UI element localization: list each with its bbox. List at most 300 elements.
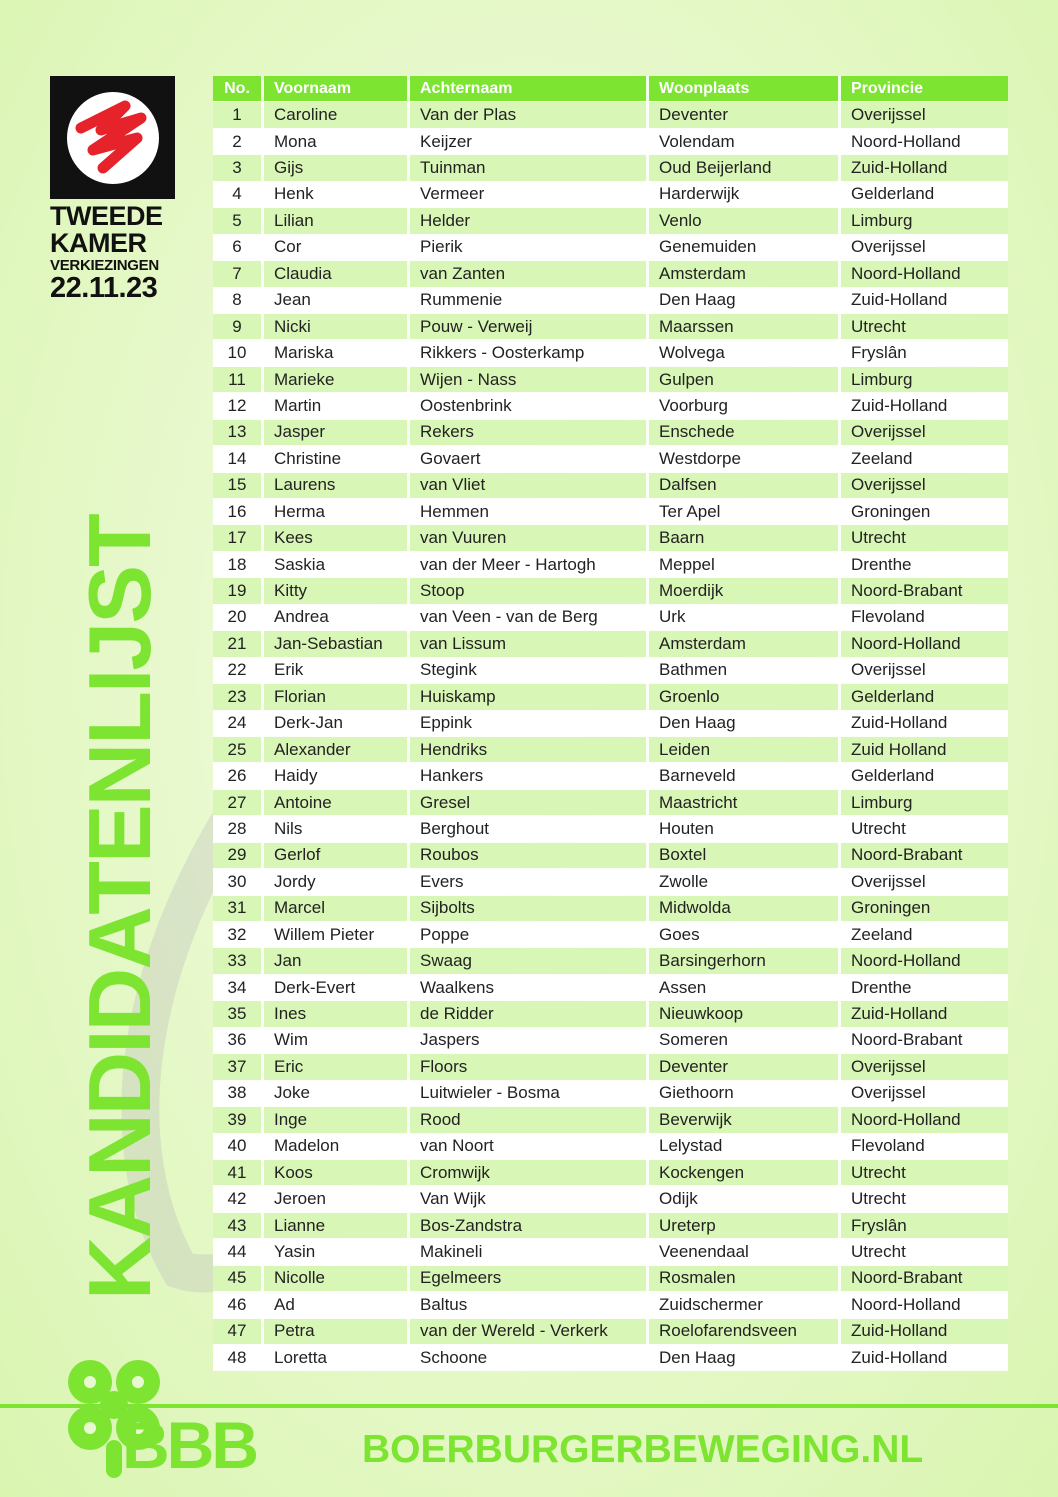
cell-no: 28 — [213, 816, 264, 841]
cell-no: 31 — [213, 896, 264, 921]
cell-no: 16 — [213, 499, 264, 524]
table-row — [213, 208, 1008, 234]
cell-voornaam: Loretta — [264, 1345, 410, 1370]
cell-woonplaats: Odijk — [649, 1186, 841, 1211]
cell-achternaam: van Lissum — [410, 631, 649, 656]
cell-provincie: Overijssel — [841, 869, 1008, 894]
cell-achternaam: Helder — [410, 208, 649, 233]
cell-woonplaats: Leiden — [649, 737, 841, 762]
cell-achternaam: Hemmen — [410, 499, 649, 524]
cell-provincie: Noord-Holland — [841, 261, 1008, 286]
cell-achternaam: Sijbolts — [410, 896, 649, 921]
cell-achternaam: Cromwijk — [410, 1160, 649, 1185]
cell-provincie: Noord-Holland — [841, 631, 1008, 656]
cell-no: 30 — [213, 869, 264, 894]
cell-achternaam: Rummenie — [410, 288, 649, 313]
cell-woonplaats: Genemuiden — [649, 235, 841, 260]
cell-voornaam: Saskia — [264, 552, 410, 577]
cell-achternaam: Evers — [410, 869, 649, 894]
cell-no: 1 — [213, 102, 264, 127]
cell-achternaam: Rood — [410, 1107, 649, 1132]
cell-voornaam: Alexander — [264, 737, 410, 762]
cell-woonplaats: Harderwijk — [649, 182, 841, 207]
cell-voornaam: Ad — [264, 1292, 410, 1317]
cell-voornaam: Jan-Sebastian — [264, 631, 410, 656]
table-row — [213, 1186, 1008, 1212]
cell-achternaam: Keijzer — [410, 129, 649, 154]
cell-achternaam: Swaag — [410, 948, 649, 973]
cell-voornaam: Ines — [264, 1001, 410, 1026]
cell-achternaam: van Zanten — [410, 261, 649, 286]
cell-no: 40 — [213, 1134, 264, 1159]
cell-voornaam: Kees — [264, 525, 410, 550]
cell-woonplaats: Amsterdam — [649, 261, 841, 286]
table-row — [213, 1001, 1008, 1027]
cell-no: 34 — [213, 975, 264, 1000]
table-row — [213, 737, 1008, 763]
cell-achternaam: Oostenbrink — [410, 393, 649, 418]
cell-no: 14 — [213, 446, 264, 471]
cell-voornaam: Nicolle — [264, 1266, 410, 1291]
table-row — [213, 1239, 1008, 1265]
cell-voornaam: Haidy — [264, 763, 410, 788]
table-row — [213, 182, 1008, 208]
cell-voornaam: Andrea — [264, 605, 410, 630]
table-row — [213, 711, 1008, 737]
cell-woonplaats: Nieuwkoop — [649, 1001, 841, 1026]
table-row — [213, 658, 1008, 684]
cell-woonplaats: Someren — [649, 1028, 841, 1053]
cell-voornaam: Jean — [264, 288, 410, 313]
cell-woonplaats: Gulpen — [649, 367, 841, 392]
table-row — [213, 1028, 1008, 1054]
cell-woonplaats: Lelystad — [649, 1134, 841, 1159]
cell-provincie: Zuid-Holland — [841, 288, 1008, 313]
cell-achternaam: Pierik — [410, 235, 649, 260]
table-row — [213, 155, 1008, 181]
cell-achternaam: van Vliet — [410, 473, 649, 498]
cell-provincie: Fryslân — [841, 340, 1008, 365]
cell-woonplaats: Oud Beijerland — [649, 155, 841, 180]
table-row — [213, 763, 1008, 789]
table-row — [213, 288, 1008, 314]
cell-no: 8 — [213, 288, 264, 313]
cell-woonplaats: Enschede — [649, 420, 841, 445]
election-title-line2: KAMER — [50, 228, 147, 258]
cell-voornaam: Madelon — [264, 1134, 410, 1159]
cell-woonplaats: Urk — [649, 605, 841, 630]
cell-no: 42 — [213, 1186, 264, 1211]
cell-achternaam: van Veen - van de Berg — [410, 605, 649, 630]
cell-achternaam: Vermeer — [410, 182, 649, 207]
table-row — [213, 922, 1008, 948]
cell-provincie: Utrecht — [841, 1160, 1008, 1185]
header-provincie: Provincie — [841, 76, 1008, 101]
cell-woonplaats: Bathmen — [649, 658, 841, 683]
table-row — [213, 1107, 1008, 1133]
cell-achternaam: Schoone — [410, 1345, 649, 1370]
cell-woonplaats: Amsterdam — [649, 631, 841, 656]
cell-provincie: Zeeland — [841, 446, 1008, 471]
cell-voornaam: Lilian — [264, 208, 410, 233]
cell-achternaam: Stoop — [410, 578, 649, 603]
table-row — [213, 605, 1008, 631]
election-title — [50, 203, 176, 303]
table-row — [213, 340, 1008, 366]
cell-no: 5 — [213, 208, 264, 233]
header-achternaam: Achternaam — [410, 76, 649, 101]
cell-woonplaats: Maarssen — [649, 314, 841, 339]
cell-provincie: Drenthe — [841, 975, 1008, 1000]
table-row — [213, 261, 1008, 287]
cell-achternaam: Poppe — [410, 922, 649, 947]
cell-provincie: Zuid-Holland — [841, 393, 1008, 418]
cell-voornaam: Caroline — [264, 102, 410, 127]
cell-provincie: Overijssel — [841, 1081, 1008, 1106]
cell-provincie: Overijssel — [841, 473, 1008, 498]
table-row — [213, 869, 1008, 895]
cell-achternaam: Luitwieler - Bosma — [410, 1081, 649, 1106]
cell-voornaam: Willem Pieter — [264, 922, 410, 947]
cell-voornaam: Martin — [264, 393, 410, 418]
cell-woonplaats: Zwolle — [649, 869, 841, 894]
table-row — [213, 1134, 1008, 1160]
cell-voornaam: Florian — [264, 684, 410, 709]
cell-provincie: Fryslân — [841, 1213, 1008, 1238]
cell-provincie: Overijssel — [841, 235, 1008, 260]
table-row — [213, 446, 1008, 472]
cell-achternaam: Bos-Zandstra — [410, 1213, 649, 1238]
cell-achternaam: Jaspers — [410, 1028, 649, 1053]
cell-no: 47 — [213, 1319, 264, 1344]
table-row — [213, 129, 1008, 155]
cell-woonplaats: Voorburg — [649, 393, 841, 418]
cell-woonplaats: Wolvega — [649, 340, 841, 365]
cell-achternaam: Hankers — [410, 763, 649, 788]
cell-provincie: Overijssel — [841, 658, 1008, 683]
cell-voornaam: Cor — [264, 235, 410, 260]
cell-woonplaats: Ter Apel — [649, 499, 841, 524]
bbb-brand: BBB — [122, 1408, 256, 1482]
table-row — [213, 1345, 1008, 1371]
cell-provincie: Utrecht — [841, 314, 1008, 339]
cell-woonplaats: Dalfsen — [649, 473, 841, 498]
website-url: BOERBURGERBEWEGING.NL — [362, 1428, 924, 1471]
table-row — [213, 1081, 1008, 1107]
table-row — [213, 525, 1008, 551]
cell-achternaam: Rikkers - Oosterkamp — [410, 340, 649, 365]
cell-woonplaats: Deventer — [649, 1054, 841, 1079]
cell-provincie: Gelderland — [841, 684, 1008, 709]
cell-woonplaats: Westdorpe — [649, 446, 841, 471]
cell-woonplaats: Volendam — [649, 129, 841, 154]
cell-no: 43 — [213, 1213, 264, 1238]
cell-provincie: Limburg — [841, 790, 1008, 815]
cell-no: 11 — [213, 367, 264, 392]
cell-woonplaats: Kockengen — [649, 1160, 841, 1185]
cell-woonplaats: Midwolda — [649, 896, 841, 921]
cell-provincie: Zuid-Holland — [841, 1001, 1008, 1026]
table-row — [213, 393, 1008, 419]
cell-no: 7 — [213, 261, 264, 286]
cell-voornaam: Jeroen — [264, 1186, 410, 1211]
cell-achternaam: Wijen - Nass — [410, 367, 649, 392]
cell-woonplaats: Rosmalen — [649, 1266, 841, 1291]
cell-provincie: Limburg — [841, 208, 1008, 233]
cell-voornaam: Gerlof — [264, 843, 410, 868]
table-row — [213, 631, 1008, 657]
cell-provincie: Groningen — [841, 499, 1008, 524]
election-title-line3: VERKIEZINGEN — [50, 257, 159, 274]
election-logo — [50, 76, 175, 199]
cell-no: 6 — [213, 235, 264, 260]
cell-woonplaats: Meppel — [649, 552, 841, 577]
cell-voornaam: Petra — [264, 1319, 410, 1344]
cell-provincie: Noord-Brabant — [841, 1028, 1008, 1053]
candidate-table — [213, 76, 1008, 1371]
cell-achternaam: Huiskamp — [410, 684, 649, 709]
table-row — [213, 235, 1008, 261]
cell-voornaam: Derk-Evert — [264, 975, 410, 1000]
cell-provincie: Flevoland — [841, 1134, 1008, 1159]
cell-voornaam: Laurens — [264, 473, 410, 498]
cell-no: 32 — [213, 922, 264, 947]
cell-voornaam: Eric — [264, 1054, 410, 1079]
cell-provincie: Noord-Brabant — [841, 1266, 1008, 1291]
cell-provincie: Overijssel — [841, 420, 1008, 445]
header-woonplaats: Woonplaats — [649, 76, 841, 101]
cell-no: 48 — [213, 1345, 264, 1370]
cell-woonplaats: Maastricht — [649, 790, 841, 815]
cell-provincie: Noord-Brabant — [841, 843, 1008, 868]
cell-woonplaats: Ureterp — [649, 1213, 841, 1238]
cell-provincie: Noord-Holland — [841, 1292, 1008, 1317]
table-row — [213, 790, 1008, 816]
cell-provincie: Zuid Holland — [841, 737, 1008, 762]
cell-voornaam: Marieke — [264, 367, 410, 392]
table-row — [213, 843, 1008, 869]
cell-woonplaats: Barsingerhorn — [649, 948, 841, 973]
cell-woonplaats: Giethoorn — [649, 1081, 841, 1106]
cell-provincie: Noord-Holland — [841, 1107, 1008, 1132]
cell-no: 27 — [213, 790, 264, 815]
election-date: 22.11.23 — [50, 272, 158, 304]
cell-provincie: Overijssel — [841, 1054, 1008, 1079]
header-voornaam: Voornaam — [264, 76, 410, 101]
cell-no: 22 — [213, 658, 264, 683]
cell-achternaam: Roubos — [410, 843, 649, 868]
cell-no: 13 — [213, 420, 264, 445]
cell-no: 46 — [213, 1292, 264, 1317]
cell-no: 9 — [213, 314, 264, 339]
cell-achternaam: Baltus — [410, 1292, 649, 1317]
cell-voornaam: Kitty — [264, 578, 410, 603]
cell-voornaam: Yasin — [264, 1239, 410, 1264]
cell-no: 3 — [213, 155, 264, 180]
table-row — [213, 314, 1008, 340]
cell-voornaam: Nils — [264, 816, 410, 841]
cell-no: 12 — [213, 393, 264, 418]
cell-achternaam: Van Wijk — [410, 1186, 649, 1211]
table-row — [213, 1319, 1008, 1345]
cell-no: 41 — [213, 1160, 264, 1185]
cell-no: 20 — [213, 605, 264, 630]
cell-provincie: Zuid-Holland — [841, 1345, 1008, 1370]
cell-voornaam: Nicki — [264, 314, 410, 339]
table-row — [213, 1054, 1008, 1080]
cell-woonplaats: Boxtel — [649, 843, 841, 868]
table-row — [213, 975, 1008, 1001]
table-row — [213, 473, 1008, 499]
table-row — [213, 367, 1008, 393]
table-row — [213, 1292, 1008, 1318]
election-title-line1: TWEEDE — [50, 201, 163, 231]
cell-voornaam: Herma — [264, 499, 410, 524]
cell-woonplaats: Groenlo — [649, 684, 841, 709]
cell-woonplaats: Assen — [649, 975, 841, 1000]
cell-voornaam: Gijs — [264, 155, 410, 180]
cell-no: 44 — [213, 1239, 264, 1264]
cell-achternaam: van der Meer - Hartogh — [410, 552, 649, 577]
table-row — [213, 896, 1008, 922]
cell-achternaam: van Vuuren — [410, 525, 649, 550]
table-row — [213, 1160, 1008, 1186]
cell-woonplaats: Goes — [649, 922, 841, 947]
cell-no: 39 — [213, 1107, 264, 1132]
cell-voornaam: Inge — [264, 1107, 410, 1132]
cell-woonplaats: Deventer — [649, 102, 841, 127]
cell-no: 45 — [213, 1266, 264, 1291]
cell-provincie: Noord-Holland — [841, 948, 1008, 973]
cell-no: 24 — [213, 711, 264, 736]
cell-woonplaats: Veenendaal — [649, 1239, 841, 1264]
cell-provincie: Gelderland — [841, 182, 1008, 207]
cell-voornaam: Joke — [264, 1081, 410, 1106]
cell-voornaam: Mariska — [264, 340, 410, 365]
cell-provincie: Gelderland — [841, 763, 1008, 788]
cell-provincie: Zuid-Holland — [841, 1319, 1008, 1344]
cell-voornaam: Henk — [264, 182, 410, 207]
cell-achternaam: van Noort — [410, 1134, 649, 1159]
table-row — [213, 948, 1008, 974]
cell-woonplaats: Venlo — [649, 208, 841, 233]
cell-no: 25 — [213, 737, 264, 762]
cell-woonplaats: Den Haag — [649, 288, 841, 313]
cell-provincie: Utrecht — [841, 525, 1008, 550]
cell-no: 29 — [213, 843, 264, 868]
cell-woonplaats: Barneveld — [649, 763, 841, 788]
cell-voornaam: Wim — [264, 1028, 410, 1053]
cell-voornaam: Erik — [264, 658, 410, 683]
table-row — [213, 420, 1008, 446]
cell-provincie: Zuid-Holland — [841, 155, 1008, 180]
election-emblem-icon — [63, 88, 163, 188]
cell-provincie: Zuid-Holland — [841, 711, 1008, 736]
cell-provincie: Overijssel — [841, 102, 1008, 127]
cell-no: 19 — [213, 578, 264, 603]
cell-no: 35 — [213, 1001, 264, 1026]
table-row — [213, 1266, 1008, 1292]
cell-achternaam: Pouw - Verweij — [410, 314, 649, 339]
cell-achternaam: Eppink — [410, 711, 649, 736]
cell-no: 18 — [213, 552, 264, 577]
cell-no: 26 — [213, 763, 264, 788]
cell-voornaam: Jan — [264, 948, 410, 973]
cell-woonplaats: Moerdijk — [649, 578, 841, 603]
cell-provincie: Utrecht — [841, 1239, 1008, 1264]
cell-achternaam: Makineli — [410, 1239, 649, 1264]
cell-achternaam: Rekers — [410, 420, 649, 445]
cell-provincie: Groningen — [841, 896, 1008, 921]
cell-no: 10 — [213, 340, 264, 365]
cell-woonplaats: Baarn — [649, 525, 841, 550]
cell-achternaam: Berghout — [410, 816, 649, 841]
cell-achternaam: Egelmeers — [410, 1266, 649, 1291]
table-row — [213, 499, 1008, 525]
cell-achternaam: de Ridder — [410, 1001, 649, 1026]
cell-woonplaats: Zuidschermer — [649, 1292, 841, 1317]
cell-provincie: Utrecht — [841, 816, 1008, 841]
cell-voornaam: Claudia — [264, 261, 410, 286]
table-row — [213, 578, 1008, 604]
cell-achternaam: Govaert — [410, 446, 649, 471]
cell-achternaam: Hendriks — [410, 737, 649, 762]
cell-provincie: Utrecht — [841, 1186, 1008, 1211]
table-row — [213, 552, 1008, 578]
cell-woonplaats: Den Haag — [649, 711, 841, 736]
cell-woonplaats: Houten — [649, 816, 841, 841]
cell-no: 23 — [213, 684, 264, 709]
cell-voornaam: Jordy — [264, 869, 410, 894]
cell-voornaam: Antoine — [264, 790, 410, 815]
cell-achternaam: Floors — [410, 1054, 649, 1079]
cell-voornaam: Derk-Jan — [264, 711, 410, 736]
cell-no: 33 — [213, 948, 264, 973]
cell-provincie: Drenthe — [841, 552, 1008, 577]
cell-provincie: Noord-Holland — [841, 129, 1008, 154]
cell-no: 2 — [213, 129, 264, 154]
table-row — [213, 1213, 1008, 1239]
cell-achternaam: van der Wereld - Verkerk — [410, 1319, 649, 1344]
cell-no: 15 — [213, 473, 264, 498]
header-no: No. — [213, 76, 264, 101]
table-row — [213, 102, 1008, 128]
cell-voornaam: Lianne — [264, 1213, 410, 1238]
cell-woonplaats: Den Haag — [649, 1345, 841, 1370]
table-header-row — [213, 76, 1008, 102]
cell-no: 4 — [213, 182, 264, 207]
cell-achternaam: Tuinman — [410, 155, 649, 180]
cell-achternaam: Van der Plas — [410, 102, 649, 127]
cell-voornaam: Jasper — [264, 420, 410, 445]
cell-provincie: Flevoland — [841, 605, 1008, 630]
table-row — [213, 684, 1008, 710]
table-row — [213, 816, 1008, 842]
cell-voornaam: Mona — [264, 129, 410, 154]
cell-provincie: Noord-Brabant — [841, 578, 1008, 603]
cell-woonplaats: Beverwijk — [649, 1107, 841, 1132]
cell-achternaam: Stegink — [410, 658, 649, 683]
cell-no: 36 — [213, 1028, 264, 1053]
cell-achternaam: Waalkens — [410, 975, 649, 1000]
cell-provincie: Zeeland — [841, 922, 1008, 947]
cell-woonplaats: Roelofarendsveen — [649, 1319, 841, 1344]
cell-voornaam: Koos — [264, 1160, 410, 1185]
page-title-vertical: KANDIDATENLIJST — [70, 515, 169, 1300]
cell-voornaam: Marcel — [264, 896, 410, 921]
cell-provincie: Limburg — [841, 367, 1008, 392]
cell-no: 21 — [213, 631, 264, 656]
